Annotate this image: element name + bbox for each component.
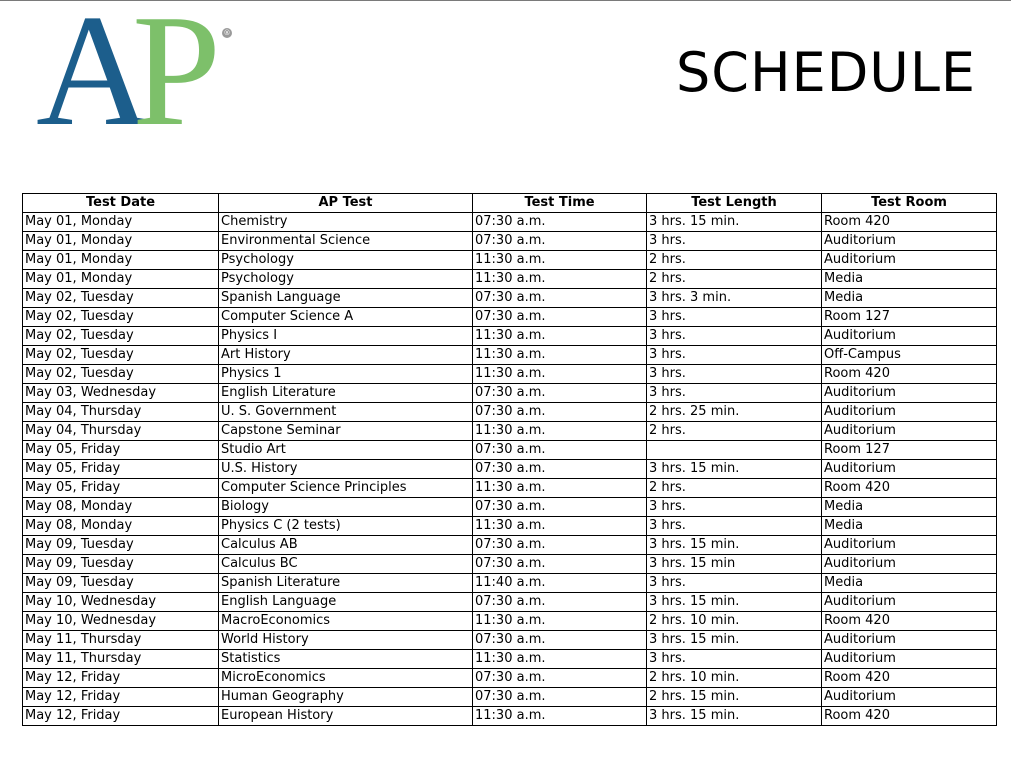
table-row [23, 707, 997, 726]
cell-test-room: Room 127 [822, 441, 997, 460]
cell-test-time: 11:30 a.m. [473, 612, 647, 631]
cell-test-length: 3 hrs. 15 min. [647, 707, 822, 726]
cell-test-time: 07:30 a.m. [473, 631, 647, 650]
cell-test-time: 11:30 a.m. [473, 479, 647, 498]
cell-ap-test: Computer Science A [219, 308, 473, 327]
cell-test-date: May 09, Tuesday [23, 574, 219, 593]
cell-test-time: 07:30 a.m. [473, 232, 647, 251]
cell-ap-test: Physics C (2 tests) [219, 517, 473, 536]
table-header-row [23, 194, 997, 213]
cell-ap-test: Computer Science Principles [219, 479, 473, 498]
logo-letter-a: A [36, 0, 152, 159]
cell-ap-test: English Language [219, 593, 473, 612]
table-row [23, 555, 997, 574]
cell-test-length: 3 hrs. 3 min. [647, 289, 822, 308]
cell-test-length: 3 hrs. [647, 384, 822, 403]
table-row [23, 251, 997, 270]
cell-test-length: 2 hrs. 15 min. [647, 688, 822, 707]
table-row [23, 631, 997, 650]
cell-test-length: 2 hrs. 10 min. [647, 669, 822, 688]
cell-ap-test: Calculus BC [219, 555, 473, 574]
cell-test-date: May 04, Thursday [23, 422, 219, 441]
cell-test-date: May 02, Tuesday [23, 327, 219, 346]
cell-test-room: Room 420 [822, 365, 997, 384]
cell-test-room: Auditorium [822, 688, 997, 707]
cell-test-length: 2 hrs. [647, 270, 822, 289]
cell-test-time: 07:30 a.m. [473, 688, 647, 707]
cell-test-date: May 02, Tuesday [23, 308, 219, 327]
cell-test-date: May 01, Monday [23, 270, 219, 289]
cell-test-date: May 09, Tuesday [23, 536, 219, 555]
cell-test-room: Auditorium [822, 536, 997, 555]
cell-test-room: Room 420 [822, 669, 997, 688]
ap-logo [36, 0, 236, 159]
cell-test-room: Room 420 [822, 213, 997, 232]
table-row [23, 403, 997, 422]
cell-ap-test: Human Geography [219, 688, 473, 707]
cell-ap-test: Calculus AB [219, 536, 473, 555]
cell-ap-test: U.S. History [219, 460, 473, 479]
cell-test-date: May 02, Tuesday [23, 346, 219, 365]
cell-test-time: 11:30 a.m. [473, 650, 647, 669]
header-test-time: Test Time [473, 194, 647, 213]
schedule-table [22, 193, 997, 726]
table-row [23, 479, 997, 498]
cell-test-time: 11:30 a.m. [473, 270, 647, 289]
cell-ap-test: World History [219, 631, 473, 650]
table-row [23, 365, 997, 384]
cell-test-date: May 12, Friday [23, 669, 219, 688]
cell-test-time: 11:30 a.m. [473, 707, 647, 726]
header-test-length: Test Length [647, 194, 822, 213]
cell-test-length: 3 hrs. 15 min. [647, 213, 822, 232]
cell-test-date: May 04, Thursday [23, 403, 219, 422]
cell-test-date: May 01, Monday [23, 251, 219, 270]
cell-test-room: Auditorium [822, 631, 997, 650]
cell-test-length: 3 hrs. [647, 232, 822, 251]
header-test-room: Test Room [822, 194, 997, 213]
cell-test-time: 11:30 a.m. [473, 517, 647, 536]
cell-test-room: Room 127 [822, 308, 997, 327]
table-row [23, 232, 997, 251]
cell-test-room: Room 420 [822, 479, 997, 498]
cell-test-date: May 08, Monday [23, 498, 219, 517]
cell-test-length: 3 hrs. 15 min. [647, 460, 822, 479]
cell-test-room: Auditorium [822, 650, 997, 669]
cell-test-length: 3 hrs. [647, 365, 822, 384]
cell-test-room: Room 420 [822, 707, 997, 726]
cell-ap-test: Chemistry [219, 213, 473, 232]
cell-test-room: Auditorium [822, 251, 997, 270]
cell-test-length [647, 441, 822, 460]
cell-ap-test: Physics 1 [219, 365, 473, 384]
table-row [23, 650, 997, 669]
cell-test-length: 3 hrs. [647, 346, 822, 365]
cell-test-room: Auditorium [822, 460, 997, 479]
cell-ap-test: Art History [219, 346, 473, 365]
cell-test-time: 11:40 a.m. [473, 574, 647, 593]
cell-test-date: May 02, Tuesday [23, 289, 219, 308]
cell-ap-test: Environmental Science [219, 232, 473, 251]
registered-mark-icon: ® [223, 29, 231, 37]
table-row [23, 422, 997, 441]
cell-ap-test: Studio Art [219, 441, 473, 460]
cell-test-date: May 09, Tuesday [23, 555, 219, 574]
cell-test-room: Auditorium [822, 232, 997, 251]
logo-letter-p: P [132, 0, 221, 159]
cell-test-date: May 11, Thursday [23, 650, 219, 669]
cell-test-date: May 05, Friday [23, 441, 219, 460]
cell-ap-test: Capstone Seminar [219, 422, 473, 441]
cell-test-length: 3 hrs. 15 min [647, 555, 822, 574]
cell-test-date: May 01, Monday [23, 213, 219, 232]
table-row [23, 517, 997, 536]
cell-ap-test: Biology [219, 498, 473, 517]
cell-test-time: 07:30 a.m. [473, 384, 647, 403]
cell-test-time: 07:30 a.m. [473, 441, 647, 460]
cell-test-length: 3 hrs. 15 min. [647, 593, 822, 612]
cell-test-room: Auditorium [822, 403, 997, 422]
cell-test-date: May 02, Tuesday [23, 365, 219, 384]
cell-test-date: May 05, Friday [23, 479, 219, 498]
cell-test-date: May 11, Thursday [23, 631, 219, 650]
table-row [23, 688, 997, 707]
cell-test-room: Auditorium [822, 593, 997, 612]
cell-test-room: Media [822, 498, 997, 517]
cell-test-room: Auditorium [822, 422, 997, 441]
cell-test-date: May 08, Monday [23, 517, 219, 536]
cell-test-room: Auditorium [822, 555, 997, 574]
cell-test-length: 2 hrs. 25 min. [647, 403, 822, 422]
table-row [23, 213, 997, 232]
table-row [23, 384, 997, 403]
cell-test-time: 07:30 a.m. [473, 555, 647, 574]
cell-ap-test: Physics I [219, 327, 473, 346]
cell-ap-test: U. S. Government [219, 403, 473, 422]
cell-ap-test: MicroEconomics [219, 669, 473, 688]
table-row [23, 498, 997, 517]
cell-test-time: 07:30 a.m. [473, 536, 647, 555]
cell-test-time: 07:30 a.m. [473, 308, 647, 327]
table-row [23, 270, 997, 289]
header-test-date: Test Date [23, 194, 219, 213]
cell-test-date: May 05, Friday [23, 460, 219, 479]
cell-ap-test: Psychology [219, 251, 473, 270]
cell-ap-test: Statistics [219, 650, 473, 669]
cell-test-time: 11:30 a.m. [473, 327, 647, 346]
cell-test-date: May 10, Wednesday [23, 593, 219, 612]
cell-test-length: 3 hrs. 15 min. [647, 536, 822, 555]
cell-test-time: 07:30 a.m. [473, 669, 647, 688]
table-row [23, 289, 997, 308]
table-row [23, 441, 997, 460]
cell-test-time: 07:30 a.m. [473, 498, 647, 517]
header-ap-test: AP Test [219, 194, 473, 213]
cell-test-date: May 01, Monday [23, 232, 219, 251]
table-row [23, 346, 997, 365]
cell-test-room: Auditorium [822, 327, 997, 346]
cell-test-time: 07:30 a.m. [473, 213, 647, 232]
cell-test-room: Media [822, 574, 997, 593]
cell-test-length: 3 hrs. [647, 308, 822, 327]
cell-test-length: 2 hrs. [647, 479, 822, 498]
cell-test-date: May 03, Wednesday [23, 384, 219, 403]
cell-test-time: 07:30 a.m. [473, 403, 647, 422]
table-row [23, 327, 997, 346]
cell-test-time: 11:30 a.m. [473, 365, 647, 384]
cell-test-room: Media [822, 289, 997, 308]
cell-test-room: Off-Campus [822, 346, 997, 365]
table-row [23, 574, 997, 593]
cell-test-room: Media [822, 517, 997, 536]
table-row [23, 612, 997, 631]
table-row [23, 593, 997, 612]
cell-test-date: May 12, Friday [23, 688, 219, 707]
cell-ap-test: Spanish Literature [219, 574, 473, 593]
cell-test-date: May 10, Wednesday [23, 612, 219, 631]
cell-test-length: 3 hrs. [647, 650, 822, 669]
cell-test-time: 07:30 a.m. [473, 460, 647, 479]
table-row [23, 669, 997, 688]
cell-ap-test: Psychology [219, 270, 473, 289]
cell-test-time: 07:30 a.m. [473, 593, 647, 612]
cell-ap-test: European History [219, 707, 473, 726]
table-row [23, 308, 997, 327]
table-row [23, 460, 997, 479]
cell-test-time: 11:30 a.m. [473, 346, 647, 365]
cell-test-length: 2 hrs. 10 min. [647, 612, 822, 631]
cell-test-length: 3 hrs. [647, 574, 822, 593]
cell-test-length: 3 hrs. 15 min. [647, 631, 822, 650]
cell-ap-test: Spanish Language [219, 289, 473, 308]
table-body [23, 213, 997, 726]
cell-test-length: 3 hrs. [647, 498, 822, 517]
cell-test-length: 2 hrs. [647, 251, 822, 270]
cell-ap-test: MacroEconomics [219, 612, 473, 631]
cell-test-length: 3 hrs. [647, 327, 822, 346]
page-title: SCHEDULE [676, 41, 977, 104]
cell-test-room: Room 420 [822, 612, 997, 631]
cell-ap-test: English Literature [219, 384, 473, 403]
cell-test-length: 2 hrs. [647, 422, 822, 441]
cell-test-room: Auditorium [822, 384, 997, 403]
cell-test-time: 07:30 a.m. [473, 289, 647, 308]
table-row [23, 536, 997, 555]
cell-test-length: 3 hrs. [647, 517, 822, 536]
cell-test-time: 11:30 a.m. [473, 422, 647, 441]
cell-test-time: 11:30 a.m. [473, 251, 647, 270]
cell-test-room: Media [822, 270, 997, 289]
cell-test-date: May 12, Friday [23, 707, 219, 726]
